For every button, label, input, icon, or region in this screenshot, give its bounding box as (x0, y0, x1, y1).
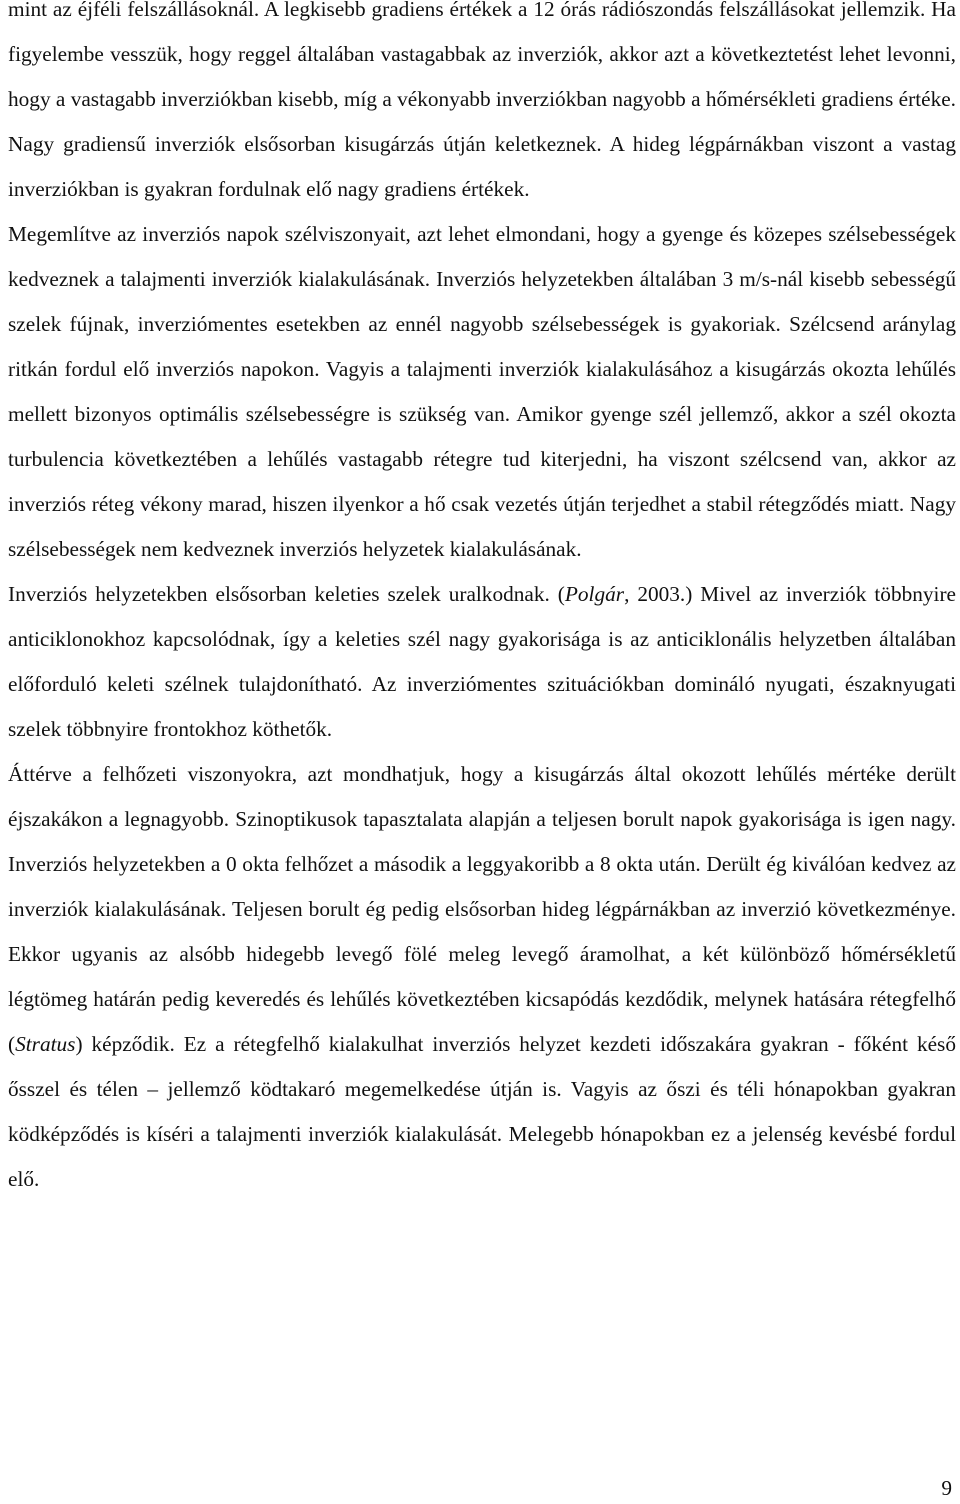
text-segment: ) képződik. Ez a rétegfelhő kialakulhat inverziós helyzet kezdeti időszakára gyakran - főként késő ősszel és télen – jellemző ködtakaró megemelkedése útján is. Vagyis az őszi és téli hónapokban gyakran ködképződés is kíséri a talajmenti inverziók kialakulását. Melegebb hónapokban ez a jelenség kevésbé fordul elő. (8, 1032, 956, 1191)
latin-term: Stratus (15, 1032, 76, 1056)
author-citation: Polgár (564, 582, 625, 606)
paragraph (8, 0, 956, 212)
text-segment: Inverziós helyzetekben elsősorban keleties szelek uralkodnak. ( (8, 582, 565, 606)
document-page (8, 0, 956, 1202)
text-segment: mint az éjféli felszállásoknál. A legkisebb gradiens értékek a 12 órás rádiószondás felszállásokat jellemzik. Ha figyelembe vesszük, hogy reggel általában vastagabbak az inverziók, akkor azt a következtetést lehet levonni, hogy a vastagabb inverziókban kisebb, míg a vékonyabb inverziókban nagyobb a hőmérsékleti gradiens értéke. Nagy gradiensű inverziók elsősorban kisugárzás útján keletkeznek. A hideg légpárnákban viszont a vastag inverziókban is gyakran fordulnak elő nagy gradiens értékek. (8, 0, 957, 201)
text-segment: Megemlítve az inverziós napok szélviszonyait, azt lehet elmondani, hogy a gyenge és közepes szélsebességek kedveznek a talajmenti inverziók kialakulásának. Inverziós helyzetekben általában 3 m/s-nál kisebb sebességű szelek fújnak, inverziómentes esetekben az ennél nagyobb szélsebességek is gyakoriak. Szélcsend aránylag ritkán fordul elő inverziós napokon. Vagyis a talajmenti inverziók kialakulásához a kisugárzás okozta lehűlés mellett bizonyos optimális szélsebességre is szükség van. Amikor gyenge szél jellemző, akkor a szél okozta turbulencia következtében a lehűlés vastagabb rétegre tud kiterjedni, ha viszont szélcsend van, akkor az inverziós réteg vékony marad, hiszen ilyenkor a hő csak vezetés útján terjedhet a stabil rétegződés miatt. Nagy szélsebességek nem kedveznek inverziós helyzetek kialakulásának. (8, 222, 956, 561)
paragraph (8, 572, 956, 752)
text-segment: Áttérve a felhőzeti viszonyokra, azt mondhatjuk, hogy a kisugárzás által okozott lehűlés mértéke derült éjszakákon a legnagyobb. Szinoptikusok tapasztalata alapján a teljesen borult napok gyakorisága is igen nagy. Inverziós helyzetekben a 0 okta felhőzet a második a leggyakoribb a 8 okta után. Derült ég kiválóan kedvez az inverziók kialakulásának. Teljesen borult ég pedig elsősorban hideg légpárnákban az inverzió következménye. Ekkor ugyanis az alsóbb hidegebb levegő fölé meleg levegő áramolhat, a két különböző hőmérsékletű légtömeg határán pedig keveredés és lehűlés következtében kicsapódás kezdődik, melynek hatására rétegfelhő ( (8, 762, 956, 1056)
paragraph (8, 752, 956, 1202)
paragraph (8, 212, 956, 572)
text-segment: , 2003.) Mivel az inverziók többnyire anticiklonokhoz kapcsolódnak, így a keleties szél nagy gyakorisága is az anticiklonális helyzetben általában előforduló keleti szélnek tulajdonítható. Az inverziómentes szituációkban domináló nyugati, északnyugati szelek többnyire frontokhoz köthetők. (8, 582, 957, 741)
page-number: 9 (941, 1476, 952, 1500)
